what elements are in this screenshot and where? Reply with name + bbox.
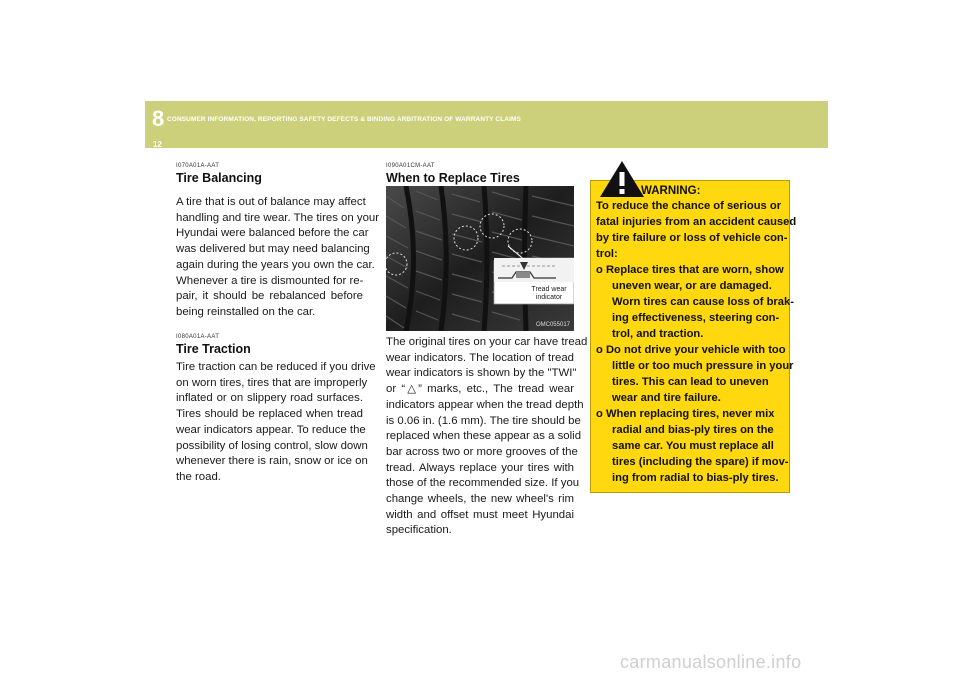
text-line: those of the recommended size. If you [386,477,580,490]
text-line: The original tires on your car have tread [386,336,588,348]
warning-line: trol, and traction. [612,328,704,340]
text-line: whenever there is rain, snow or ice on [176,455,368,468]
chapter-header-bar [145,101,828,148]
text-line: again during the years you own the car. [176,258,375,271]
text-line: wear indicators. The location of tread [386,351,574,364]
warning-line: o Do not drive your vehicle with too [596,344,786,356]
text-line: Tire traction can be reduced if you drive [176,361,376,373]
text-line: change wheels, the new wheel's rim [386,493,574,506]
text-line: being reinstalled on the car. [176,305,316,318]
page-number: 12 [153,140,162,149]
warning-line: uneven wear, or are damaged. [612,280,772,292]
chapter-number: 8 [152,106,165,131]
tire-tread-illustration [386,186,574,331]
heading-when-to-replace: When to Replace Tires [386,171,520,185]
text-line: on worn tires, tires that are improperly [176,376,368,389]
warning-line: o When replacing tires, never mix [596,408,775,420]
warning-line: by tire failure or loss of vehicle con- [596,232,788,244]
warning-line: To reduce the chance of serious or [596,200,782,212]
text-line: width and offset must meet Hyundai [386,508,574,521]
text-line: wear indicators is shown by the "TWI" [386,367,577,380]
warning-title: WARNING: [641,185,701,197]
warning-line: fatal injuries from an accident caused [596,216,797,228]
warning-line: trol: [596,248,618,260]
text-line: the road. [176,470,221,483]
heading-tire-traction: Tire Traction [176,342,251,356]
warning-line: ing effectiveness, steering con- [612,312,780,324]
text-line: tread. Always replace your tires with [386,461,574,474]
section-code-replace: I090A01CM-AAT [386,163,435,169]
warning-line: little or too much pressure in your [612,360,794,372]
tread-wear-label [520,286,574,302]
paragraph-tire-balancing [176,195,380,321]
text-line: Hyundai were balanced before the car [176,227,369,240]
text-line: was delivered but may need balancing [176,243,370,256]
chapter-title: CONSUMER INFORMATION, REPORTING SAFETY DEFECTS & BINDING ARBITRATION OF WARRANTY CLAIMS [167,116,521,123]
section-code-balancing: I070A01A-AAT [176,163,220,169]
tire-tread-photo [386,186,574,331]
text-line: possibility of losing control, slow down [176,439,368,452]
text-line: wear indicators appear. To reduce the [176,423,366,436]
text-line: A tire that is out of balance may affect [176,196,366,208]
warning-line: Worn tires can cause loss of brak- [612,296,794,308]
paragraph-tire-traction [176,360,376,486]
text-line: inflated or on slippery road surfaces. [176,392,363,405]
text-line: bar across two or more grooves of the [386,445,578,458]
text-line: or “△” marks, etc., The tread wear [386,383,574,396]
warning-line: tires. This can lead to uneven [612,376,769,388]
text-line: indicators appear when the tread depth [386,398,584,411]
figure-code: OMC055017 [535,322,570,328]
text-line: pair, it should be rebalanced before [176,290,363,303]
warning-triangle-icon [599,160,645,198]
text-line: handling and tire wear. The tires on your [176,211,380,224]
section-code-traction: I080A01A-AAT [176,334,220,340]
warning-line: tires (including the spare) if mov- [612,456,789,468]
text-line: Tires should be replaced when tread [176,408,363,421]
text-line: specification. [386,524,452,537]
paragraph-when-to-replace [386,335,588,539]
tread-wear-label-line2: indicator [535,294,563,301]
warning-line: o Replace tires that are worn, show [596,264,784,276]
text-line: replaced when these appear as a solid [386,430,582,443]
text-line: is 0.06 in. (1.6 mm). The tire should be [386,414,581,427]
text-line: Whenever a tire is dismounted for re- [176,274,364,287]
warning-line: radial and bias-ply tires on the [612,424,774,436]
warning-line: wear and tire failure. [612,392,721,404]
tread-wear-label-line1: Tread wear [531,286,567,293]
heading-tire-balancing: Tire Balancing [176,171,262,185]
watermark: carmanualsonline.info [620,652,802,672]
warning-line: same car. You must replace all [612,440,774,452]
warning-line: ing from radial to bias-ply tires. [612,472,779,484]
